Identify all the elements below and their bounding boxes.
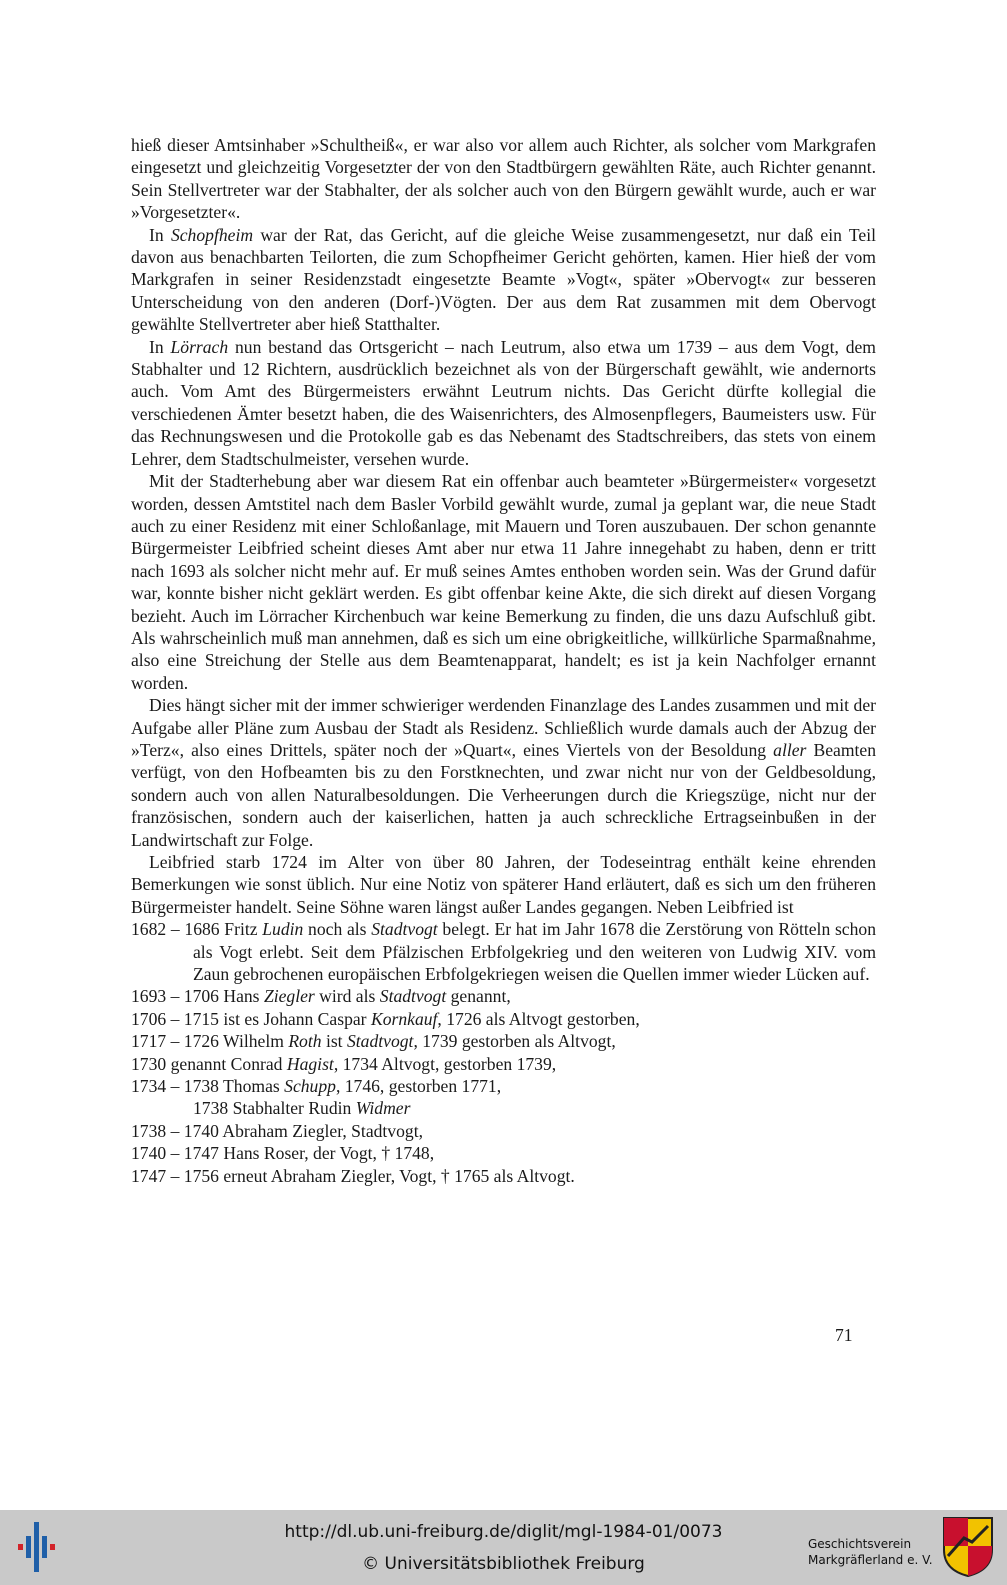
- society-name-line1: Geschichtsverein: [808, 1537, 912, 1551]
- text-run: genannt,: [446, 986, 511, 1007]
- chronology-entry: [131, 1008, 876, 1030]
- text-run: 1734 – 1738 Thomas: [131, 1076, 285, 1097]
- page-number: 71: [835, 1325, 853, 1345]
- italic-text: Ziegler: [263, 986, 315, 1007]
- paragraph: [131, 224, 876, 336]
- italic-text: Hagist: [286, 1053, 334, 1074]
- text-run: , 1734 Altvogt, gestorben 1739,: [333, 1053, 557, 1074]
- body-text: [131, 134, 876, 1187]
- text-run: , 1726 als Altvogt gestorben,: [437, 1008, 640, 1029]
- text-run: 1738 – 1740 Abraham Ziegler, Stadtvogt,: [131, 1120, 423, 1141]
- text-run: Dies hängt sicher mit der immer schwieriger werdenden Finanzlage des Landes zusammen und mit der Aufgabe aller Pläne zum Ausbau der Stadt als Residenz. Schließlich wurde damals auch der Abzug der »Terz«, also eines Drittels, später noch der »Quart«, eines Viertels von der Besoldung: [131, 695, 876, 760]
- paragraph: [131, 336, 876, 470]
- text-run: 1730 genannt Conrad: [131, 1053, 287, 1074]
- italic-text: Kornkauf: [370, 1008, 438, 1029]
- italic-text: Lörrach: [170, 336, 229, 357]
- text-run: Leibfried starb 1724 im Alter von über 80 Jahren, der Todeseintrag enthält keine ehrenden Bemerkungen wie sonst üblich. Nur eine Notiz von späterer Hand erläutert, daß es sich um den früheren Bürgermeister handelt. Seine Söhne waren längst außer Landes gegangen. Neben Leibfried ist: [131, 852, 876, 917]
- chronology-entry: [131, 1120, 876, 1142]
- copyright-text: © Universitätsbibliothek Freiburg: [362, 1554, 645, 1574]
- society-name: [808, 1536, 938, 1568]
- italic-text: Widmer: [355, 1098, 411, 1119]
- paragraph: [131, 134, 876, 224]
- text-run: 1747 – 1756 erneut Abraham Ziegler, Vogt, † 1765 als Altvogt.: [131, 1165, 575, 1186]
- document-url-link[interactable]: http://dl.ub.uni-freiburg.de/diglit/mgl-1984-01/0073: [284, 1522, 723, 1542]
- text-run: 1740 – 1747 Hans Roser, der Vogt, † 1748,: [131, 1143, 435, 1164]
- chronology-entry: [131, 1165, 876, 1187]
- paragraph: [131, 470, 876, 694]
- chronology-list: [131, 918, 876, 1187]
- text-run: war der Rat, das Gericht, auf die gleiche Weise zusammengesetzt, nur daß ein Teil davon aus benachbarten Teilorten, die zum Schopfheimer Gericht gehörten, kamen. Hier hieß der vom Markgrafen in seiner Residenzstadt eingesetzte Beamte »Vogt«, später »Obervogt« zur besseren Unterscheidung von den anderen (Dorf-)Vögten. Der aus dem Rat zusammen mit dem Obervogt gewählte Stellvertreter aber hieß Statthalter.: [131, 224, 876, 335]
- text-run: 1706 – 1715 ist es Johann Caspar: [131, 1008, 371, 1029]
- italic-text: Stadtvogt: [346, 1031, 414, 1052]
- chronology-entry: [131, 1142, 876, 1164]
- chronology-entry: [131, 1030, 876, 1052]
- italic-text: Schopfheim: [170, 224, 254, 245]
- text-run: nun bestand das Ortsgericht – nach Leutrum, also etwa um 1739 – aus dem Vogt, dem Stabhalter und 12 Richtern, ausdrücklich bezeichnet als von der Bürgerschaft gewählt, wie andernorts auch. Vom Amt des Bürgermeisters erwähnt Leutrum nichts. Das Gericht dürfte kollegial die verschiedenen Ämter besetzt haben, die des Waisenrichters, des Almosenpflegers, Baumeisters usw. Für das Rechnungswesen und die Protokolle gab es das Nebenamt des Stadtschreibers, das stets von einem Lehrer, dem Stadtschulmeister, versehen wurde.: [131, 336, 876, 469]
- chronology-entry: [131, 1075, 876, 1097]
- text-run: 1717 – 1726 Wilhelm: [131, 1031, 289, 1052]
- text-run: , 1746, gestorben 1771,: [335, 1076, 502, 1097]
- chronology-entry: [131, 918, 876, 985]
- chronology-entry: [131, 1053, 876, 1075]
- text-run: hieß dieser Amtsinhaber »Schultheiß«, er war also vor allem auch Richter, als solcher vom Markgrafen eingesetzt und gleichzeitig Vorgesetzter der von den Stadtbürgern gewählten Räte, auch Richter genannt. Sein Stellvertreter war der Stabhalter, der als solcher auch von den Bürgern gewählt wurde, auch er war »Vorgesetzter«.: [131, 135, 876, 223]
- footer-bar: [0, 1510, 1007, 1585]
- italic-text: Stadtvogt: [371, 919, 438, 940]
- text-run: In: [149, 336, 171, 357]
- text-run: wird als: [314, 986, 380, 1007]
- text-run: belegt. Er hat im Jahr 1678 die Zerstörung von Rötteln schon als Vogt erlebt. Seit dem Pfälzischen Erbfolgekrieg und den weiteren von Ludwig XIV. vom Zaun gebrochenen europäischen Erbfolgekriegen weisen die Quellen immer wieder Lücken auf.: [193, 919, 876, 985]
- text-run: 1738 Stabhalter Rudin: [193, 1098, 356, 1119]
- society-name-line2: Markgräflerland e. V.: [808, 1553, 933, 1567]
- coat-of-arms-icon[interactable]: [942, 1516, 994, 1578]
- italic-text: Schupp: [284, 1076, 336, 1097]
- italic-text: Ludin: [262, 919, 304, 940]
- chronology-entry: [131, 985, 876, 1007]
- italic-text: Stadtvogt: [379, 986, 447, 1007]
- text-run: Beamten verfügt, von den Hofbeamten bis zu den Forstknechten, und zwar nicht nur von der Geldbesoldung, sondern auch von allen Naturalbesoldungen. Die Verheerungen durch die Kriegszüge, nicht nur der französischen, sondern auch der kaiserlichen, hatten ja auch schreckliche Ertragseinbußen in der Landwirtschaft zur Folge.: [131, 739, 876, 850]
- text-run: Mit der Stadterhebung aber war diesem Rat ein offenbar auch beamteter »Bürgermeister« vorgesetzt worden, dessen Amtstitel nach dem Basler Vorbild gewählt wurde, zumal ja geplant war, die neue Stadt auch zu einer Residenz mit einer Schloßanlage, mit Mauern und Toren auszubauen. Der schon genannte Bürgermeister Leibfried scheint dieses Amt aber nur etwa 11 Jahre innegehabt zu haben, denn er tritt nach 1693 als solcher nicht mehr auf. Er muß seines Amtes enthoben worden sein. Was der Grund dafür war, konnte bisher nicht geklärt werden. Es gibt offenbar keine Akte, die sich direkt auf diesen Vorgang bezieht. Auch im Lörracher Kirchenbuch war keine Bemerkung zu finden, die uns dazu Aufschluß gibt. Als wahrscheinlich muß man annehmen, daß es sich um eine obrigkeitliche, willkürliche Sparmaßnahme, also eine Streichung der Stelle aus dem Beamtenapparat, handelt; es ist ja kein Nachfolger ernannt worden.: [131, 471, 876, 693]
- italic-text: Roth: [288, 1031, 322, 1052]
- text-run: ist: [321, 1031, 347, 1052]
- paragraph: [131, 694, 876, 851]
- text-run: In: [149, 224, 171, 245]
- text-run: , 1739 gestorben als Altvogt,: [413, 1031, 616, 1052]
- chronology-entry: [131, 1097, 876, 1119]
- text-run: noch als: [303, 919, 372, 940]
- paragraph: [131, 851, 876, 918]
- text-run: 1682 – 1686 Fritz: [131, 919, 263, 940]
- text-run: 1693 – 1706 Hans: [131, 986, 264, 1007]
- italic-text: aller: [773, 739, 807, 760]
